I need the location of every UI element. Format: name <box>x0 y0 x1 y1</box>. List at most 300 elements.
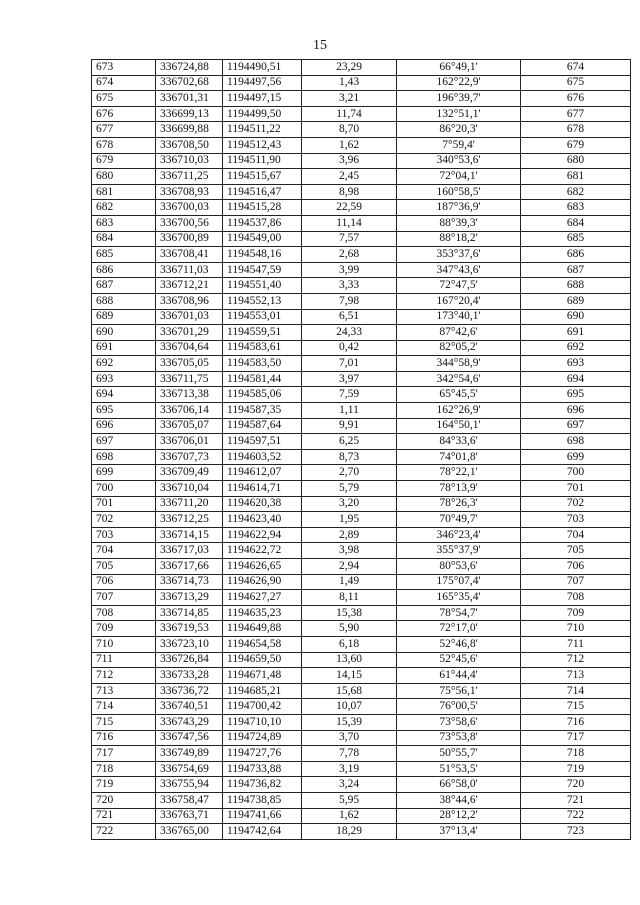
direction-angle-cell: 66°58,0' <box>397 777 521 793</box>
table-row <box>92 824 631 840</box>
x-coordinate-cell: 336705,07 <box>156 418 223 434</box>
point-number-cell: 694 <box>92 387 156 403</box>
y-coordinate-cell: 1194511,90 <box>223 153 302 169</box>
next-point-cell: 705 <box>521 543 631 559</box>
y-coordinate-cell: 1194649,88 <box>223 621 302 637</box>
point-number-cell: 693 <box>92 371 156 387</box>
point-number-cell: 714 <box>92 699 156 715</box>
point-number-cell: 680 <box>92 169 156 185</box>
x-coordinate-cell: 336740,51 <box>156 699 223 715</box>
point-number-cell: 685 <box>92 247 156 263</box>
table-row <box>92 278 631 294</box>
next-point-cell: 706 <box>521 559 631 575</box>
distance-cell: 14,15 <box>302 668 397 684</box>
y-coordinate-cell: 1194626,90 <box>223 574 302 590</box>
point-number-cell: 684 <box>92 231 156 247</box>
y-coordinate-cell: 1194515,28 <box>223 200 302 216</box>
point-number-cell: 676 <box>92 106 156 122</box>
direction-angle-cell: 72°17,0' <box>397 621 521 637</box>
table-row <box>92 559 631 575</box>
point-number-cell: 722 <box>92 824 156 840</box>
distance-cell: 0,42 <box>302 340 397 356</box>
next-point-cell: 721 <box>521 792 631 808</box>
y-coordinate-cell: 1194515,67 <box>223 169 302 185</box>
direction-angle-cell: 355°37,9' <box>397 543 521 559</box>
direction-angle-cell: 164°50,1' <box>397 418 521 434</box>
x-coordinate-cell: 336714,73 <box>156 574 223 590</box>
table-row <box>92 543 631 559</box>
distance-cell: 3,21 <box>302 91 397 107</box>
x-coordinate-cell: 336702,68 <box>156 75 223 91</box>
direction-angle-cell: 7°59,4' <box>397 137 521 153</box>
distance-cell: 8,98 <box>302 184 397 200</box>
next-point-cell: 686 <box>521 247 631 263</box>
table-row <box>92 574 631 590</box>
direction-angle-cell: 162°22,9' <box>397 75 521 91</box>
y-coordinate-cell: 1194603,52 <box>223 449 302 465</box>
x-coordinate-cell: 336711,75 <box>156 371 223 387</box>
next-point-cell: 698 <box>521 434 631 450</box>
direction-angle-cell: 61°44,4' <box>397 668 521 684</box>
table-row <box>92 418 631 434</box>
point-number-cell: 720 <box>92 792 156 808</box>
y-coordinate-cell: 1194497,56 <box>223 75 302 91</box>
distance-cell: 22,59 <box>302 200 397 216</box>
table-row <box>92 465 631 481</box>
distance-cell: 1,95 <box>302 512 397 528</box>
distance-cell: 5,79 <box>302 481 397 497</box>
x-coordinate-cell: 336717,66 <box>156 559 223 575</box>
table-row <box>92 434 631 450</box>
point-number-cell: 683 <box>92 215 156 231</box>
y-coordinate-cell: 1194622,94 <box>223 527 302 543</box>
next-point-cell: 712 <box>521 652 631 668</box>
table-row <box>92 247 631 263</box>
distance-cell: 15,68 <box>302 683 397 699</box>
y-coordinate-cell: 1194627,27 <box>223 590 302 606</box>
x-coordinate-cell: 336723,10 <box>156 636 223 652</box>
table-row <box>92 652 631 668</box>
x-coordinate-cell: 336724,88 <box>156 60 223 76</box>
y-coordinate-cell: 1194583,61 <box>223 340 302 356</box>
next-point-cell: 695 <box>521 387 631 403</box>
next-point-cell: 687 <box>521 262 631 278</box>
distance-cell: 11,14 <box>302 215 397 231</box>
next-point-cell: 722 <box>521 808 631 824</box>
point-number-cell: 719 <box>92 777 156 793</box>
distance-cell: 3,70 <box>302 730 397 746</box>
point-number-cell: 704 <box>92 543 156 559</box>
direction-angle-cell: 51°53,5' <box>397 761 521 777</box>
direction-angle-cell: 82°05,2' <box>397 340 521 356</box>
point-number-cell: 721 <box>92 808 156 824</box>
direction-angle-cell: 347°43,6' <box>397 262 521 278</box>
y-coordinate-cell: 1194710,10 <box>223 714 302 730</box>
point-number-cell: 687 <box>92 278 156 294</box>
table-row <box>92 496 631 512</box>
distance-cell: 3,33 <box>302 278 397 294</box>
y-coordinate-cell: 1194581,44 <box>223 371 302 387</box>
table-row <box>92 636 631 652</box>
y-coordinate-cell: 1194738,85 <box>223 792 302 808</box>
point-number-cell: 696 <box>92 418 156 434</box>
table-row <box>92 527 631 543</box>
y-coordinate-cell: 1194516,47 <box>223 184 302 200</box>
direction-angle-cell: 65°45,5' <box>397 387 521 403</box>
table-row <box>92 512 631 528</box>
x-coordinate-cell: 336701,29 <box>156 325 223 341</box>
distance-cell: 23,29 <box>302 60 397 76</box>
next-point-cell: 677 <box>521 106 631 122</box>
distance-cell: 7,78 <box>302 746 397 762</box>
direction-angle-cell: 86°20,3' <box>397 122 521 138</box>
table-row <box>92 746 631 762</box>
direction-angle-cell: 37°13,4' <box>397 824 521 840</box>
table-body <box>92 60 631 840</box>
next-point-cell: 690 <box>521 309 631 325</box>
y-coordinate-cell: 1194622,72 <box>223 543 302 559</box>
table-row <box>92 340 631 356</box>
next-point-cell: 675 <box>521 75 631 91</box>
table-row <box>92 137 631 153</box>
point-number-cell: 700 <box>92 481 156 497</box>
x-coordinate-cell: 336709,49 <box>156 465 223 481</box>
direction-angle-cell: 66°49,1' <box>397 60 521 76</box>
direction-angle-cell: 72°47,5' <box>397 278 521 294</box>
next-point-cell: 710 <box>521 621 631 637</box>
direction-angle-cell: 165°35,4' <box>397 590 521 606</box>
direction-angle-cell: 38°44,6' <box>397 792 521 808</box>
point-number-cell: 710 <box>92 636 156 652</box>
next-point-cell: 701 <box>521 481 631 497</box>
distance-cell: 7,98 <box>302 293 397 309</box>
y-coordinate-cell: 1194553,01 <box>223 309 302 325</box>
x-coordinate-cell: 336706,14 <box>156 403 223 419</box>
direction-angle-cell: 88°18,2' <box>397 231 521 247</box>
x-coordinate-cell: 336712,21 <box>156 278 223 294</box>
next-point-cell: 683 <box>521 200 631 216</box>
x-coordinate-cell: 336708,50 <box>156 137 223 153</box>
direction-angle-cell: 74°01,8' <box>397 449 521 465</box>
direction-angle-cell: 340°53,6' <box>397 153 521 169</box>
table-row <box>92 387 631 403</box>
x-coordinate-cell: 336763,71 <box>156 808 223 824</box>
distance-cell: 3,96 <box>302 153 397 169</box>
table-row <box>92 668 631 684</box>
x-coordinate-cell: 336708,96 <box>156 293 223 309</box>
next-point-cell: 700 <box>521 465 631 481</box>
y-coordinate-cell: 1194742,64 <box>223 824 302 840</box>
y-coordinate-cell: 1194547,59 <box>223 262 302 278</box>
distance-cell: 8,70 <box>302 122 397 138</box>
point-number-cell: 698 <box>92 449 156 465</box>
next-point-cell: 720 <box>521 777 631 793</box>
y-coordinate-cell: 1194511,22 <box>223 122 302 138</box>
point-number-cell: 699 <box>92 465 156 481</box>
table-row <box>92 792 631 808</box>
direction-angle-cell: 73°58,6' <box>397 714 521 730</box>
point-number-cell: 705 <box>92 559 156 575</box>
point-number-cell: 717 <box>92 746 156 762</box>
table-row <box>92 60 631 76</box>
point-number-cell: 712 <box>92 668 156 684</box>
x-coordinate-cell: 336705,05 <box>156 356 223 372</box>
x-coordinate-cell: 336711,20 <box>156 496 223 512</box>
table-row <box>92 621 631 637</box>
coordinates-table <box>91 59 631 840</box>
distance-cell: 11,74 <box>302 106 397 122</box>
distance-cell: 7,57 <box>302 231 397 247</box>
y-coordinate-cell: 1194700,42 <box>223 699 302 715</box>
y-coordinate-cell: 1194620,38 <box>223 496 302 512</box>
direction-angle-cell: 72°04,1' <box>397 169 521 185</box>
next-point-cell: 711 <box>521 636 631 652</box>
y-coordinate-cell: 1194727,76 <box>223 746 302 762</box>
distance-cell: 3,99 <box>302 262 397 278</box>
table-row <box>92 590 631 606</box>
direction-angle-cell: 52°46,8' <box>397 636 521 652</box>
point-number-cell: 713 <box>92 683 156 699</box>
next-point-cell: 693 <box>521 356 631 372</box>
point-number-cell: 690 <box>92 325 156 341</box>
point-number-cell: 709 <box>92 621 156 637</box>
point-number-cell: 695 <box>92 403 156 419</box>
y-coordinate-cell: 1194741,66 <box>223 808 302 824</box>
distance-cell: 6,25 <box>302 434 397 450</box>
x-coordinate-cell: 336704,64 <box>156 340 223 356</box>
point-number-cell: 686 <box>92 262 156 278</box>
direction-angle-cell: 78°54,7' <box>397 605 521 621</box>
distance-cell: 1,62 <box>302 137 397 153</box>
next-point-cell: 678 <box>521 122 631 138</box>
next-point-cell: 679 <box>521 137 631 153</box>
next-point-cell: 716 <box>521 714 631 730</box>
y-coordinate-cell: 1194552,13 <box>223 293 302 309</box>
distance-cell: 2,89 <box>302 527 397 543</box>
x-coordinate-cell: 336714,15 <box>156 527 223 543</box>
point-number-cell: 716 <box>92 730 156 746</box>
x-coordinate-cell: 336699,13 <box>156 106 223 122</box>
direction-angle-cell: 52°45,6' <box>397 652 521 668</box>
direction-angle-cell: 353°37,6' <box>397 247 521 263</box>
x-coordinate-cell: 336749,89 <box>156 746 223 762</box>
distance-cell: 2,70 <box>302 465 397 481</box>
table-row <box>92 403 631 419</box>
distance-cell: 7,59 <box>302 387 397 403</box>
distance-cell: 15,38 <box>302 605 397 621</box>
point-number-cell: 718 <box>92 761 156 777</box>
direction-angle-cell: 84°33,6' <box>397 434 521 450</box>
distance-cell: 2,45 <box>302 169 397 185</box>
distance-cell: 24,33 <box>302 325 397 341</box>
next-point-cell: 715 <box>521 699 631 715</box>
next-point-cell: 709 <box>521 605 631 621</box>
direction-angle-cell: 76°00,5' <box>397 699 521 715</box>
x-coordinate-cell: 336712,25 <box>156 512 223 528</box>
y-coordinate-cell: 1194733,88 <box>223 761 302 777</box>
direction-angle-cell: 162°26,9' <box>397 403 521 419</box>
point-number-cell: 697 <box>92 434 156 450</box>
y-coordinate-cell: 1194612,07 <box>223 465 302 481</box>
point-number-cell: 679 <box>92 153 156 169</box>
next-point-cell: 697 <box>521 418 631 434</box>
y-coordinate-cell: 1194587,35 <box>223 403 302 419</box>
distance-cell: 7,01 <box>302 356 397 372</box>
x-coordinate-cell: 336706,01 <box>156 434 223 450</box>
x-coordinate-cell: 336754,69 <box>156 761 223 777</box>
point-number-cell: 673 <box>92 60 156 76</box>
table-row <box>92 449 631 465</box>
table-row <box>92 231 631 247</box>
table-row <box>92 777 631 793</box>
distance-cell: 2,68 <box>302 247 397 263</box>
table-row <box>92 293 631 309</box>
direction-angle-cell: 160°58,5' <box>397 184 521 200</box>
point-number-cell: 706 <box>92 574 156 590</box>
next-point-cell: 689 <box>521 293 631 309</box>
x-coordinate-cell: 336733,28 <box>156 668 223 684</box>
table-row <box>92 153 631 169</box>
point-number-cell: 715 <box>92 714 156 730</box>
distance-cell: 3,97 <box>302 371 397 387</box>
distance-cell: 8,73 <box>302 449 397 465</box>
y-coordinate-cell: 1194490,51 <box>223 60 302 76</box>
next-point-cell: 719 <box>521 761 631 777</box>
next-point-cell: 676 <box>521 91 631 107</box>
distance-cell: 2,94 <box>302 559 397 575</box>
distance-cell: 6,51 <box>302 309 397 325</box>
x-coordinate-cell: 336726,84 <box>156 652 223 668</box>
next-point-cell: 702 <box>521 496 631 512</box>
y-coordinate-cell: 1194512,43 <box>223 137 302 153</box>
direction-angle-cell: 28°12,2' <box>397 808 521 824</box>
y-coordinate-cell: 1194635,23 <box>223 605 302 621</box>
table-row <box>92 184 631 200</box>
point-number-cell: 703 <box>92 527 156 543</box>
x-coordinate-cell: 336713,38 <box>156 387 223 403</box>
next-point-cell: 674 <box>521 60 631 76</box>
x-coordinate-cell: 336699,88 <box>156 122 223 138</box>
x-coordinate-cell: 336758,47 <box>156 792 223 808</box>
y-coordinate-cell: 1194583,50 <box>223 356 302 372</box>
direction-angle-cell: 73°53,8' <box>397 730 521 746</box>
y-coordinate-cell: 1194585,06 <box>223 387 302 403</box>
next-point-cell: 694 <box>521 371 631 387</box>
table-row <box>92 371 631 387</box>
distance-cell: 3,19 <box>302 761 397 777</box>
distance-cell: 13,60 <box>302 652 397 668</box>
x-coordinate-cell: 336711,03 <box>156 262 223 278</box>
point-number-cell: 675 <box>92 91 156 107</box>
direction-angle-cell: 88°39,3' <box>397 215 521 231</box>
y-coordinate-cell: 1194497,15 <box>223 91 302 107</box>
x-coordinate-cell: 336713,29 <box>156 590 223 606</box>
direction-angle-cell: 80°53,6' <box>397 559 521 575</box>
direction-angle-cell: 50°55,7' <box>397 746 521 762</box>
point-number-cell: 691 <box>92 340 156 356</box>
x-coordinate-cell: 336701,31 <box>156 91 223 107</box>
table-row <box>92 605 631 621</box>
point-number-cell: 711 <box>92 652 156 668</box>
distance-cell: 15,39 <box>302 714 397 730</box>
table-row <box>92 761 631 777</box>
y-coordinate-cell: 1194614,71 <box>223 481 302 497</box>
x-coordinate-cell: 336710,04 <box>156 481 223 497</box>
next-point-cell: 704 <box>521 527 631 543</box>
distance-cell: 3,20 <box>302 496 397 512</box>
page-number: 15 <box>313 38 327 53</box>
y-coordinate-cell: 1194671,48 <box>223 668 302 684</box>
distance-cell: 6,18 <box>302 636 397 652</box>
x-coordinate-cell: 336707,73 <box>156 449 223 465</box>
x-coordinate-cell: 336710,03 <box>156 153 223 169</box>
x-coordinate-cell: 336747,56 <box>156 730 223 746</box>
y-coordinate-cell: 1194551,40 <box>223 278 302 294</box>
next-point-cell: 691 <box>521 325 631 341</box>
table-row <box>92 699 631 715</box>
next-point-cell: 703 <box>521 512 631 528</box>
table-row <box>92 808 631 824</box>
point-number-cell: 689 <box>92 309 156 325</box>
next-point-cell: 714 <box>521 683 631 699</box>
x-coordinate-cell: 336743,29 <box>156 714 223 730</box>
next-point-cell: 717 <box>521 730 631 746</box>
y-coordinate-cell: 1194736,82 <box>223 777 302 793</box>
point-number-cell: 678 <box>92 137 156 153</box>
x-coordinate-cell: 336765,00 <box>156 824 223 840</box>
point-number-cell: 707 <box>92 590 156 606</box>
y-coordinate-cell: 1194654,58 <box>223 636 302 652</box>
direction-angle-cell: 132°51,1' <box>397 106 521 122</box>
point-number-cell: 677 <box>92 122 156 138</box>
next-point-cell: 680 <box>521 153 631 169</box>
direction-angle-cell: 346°23,4' <box>397 527 521 543</box>
y-coordinate-cell: 1194724,89 <box>223 730 302 746</box>
direction-angle-cell: 70°49,7' <box>397 512 521 528</box>
next-point-cell: 707 <box>521 574 631 590</box>
distance-cell: 10,07 <box>302 699 397 715</box>
point-number-cell: 702 <box>92 512 156 528</box>
next-point-cell: 723 <box>521 824 631 840</box>
direction-angle-cell: 78°26,3' <box>397 496 521 512</box>
point-number-cell: 701 <box>92 496 156 512</box>
distance-cell: 18,29 <box>302 824 397 840</box>
y-coordinate-cell: 1194587,64 <box>223 418 302 434</box>
table-row <box>92 309 631 325</box>
point-number-cell: 682 <box>92 200 156 216</box>
distance-cell: 5,95 <box>302 792 397 808</box>
table-row <box>92 122 631 138</box>
y-coordinate-cell: 1194537,86 <box>223 215 302 231</box>
direction-angle-cell: 173°40,1' <box>397 309 521 325</box>
distance-cell: 3,98 <box>302 543 397 559</box>
point-number-cell: 681 <box>92 184 156 200</box>
direction-angle-cell: 75°56,1' <box>397 683 521 699</box>
y-coordinate-cell: 1194549,00 <box>223 231 302 247</box>
x-coordinate-cell: 336755,94 <box>156 777 223 793</box>
next-point-cell: 699 <box>521 449 631 465</box>
x-coordinate-cell: 336700,89 <box>156 231 223 247</box>
direction-angle-cell: 167°20,4' <box>397 293 521 309</box>
table-row <box>92 75 631 91</box>
table-row <box>92 91 631 107</box>
y-coordinate-cell: 1194559,51 <box>223 325 302 341</box>
y-coordinate-cell: 1194659,50 <box>223 652 302 668</box>
x-coordinate-cell: 336717,03 <box>156 543 223 559</box>
direction-angle-cell: 344°58,9' <box>397 356 521 372</box>
next-point-cell: 718 <box>521 746 631 762</box>
distance-cell: 5,90 <box>302 621 397 637</box>
